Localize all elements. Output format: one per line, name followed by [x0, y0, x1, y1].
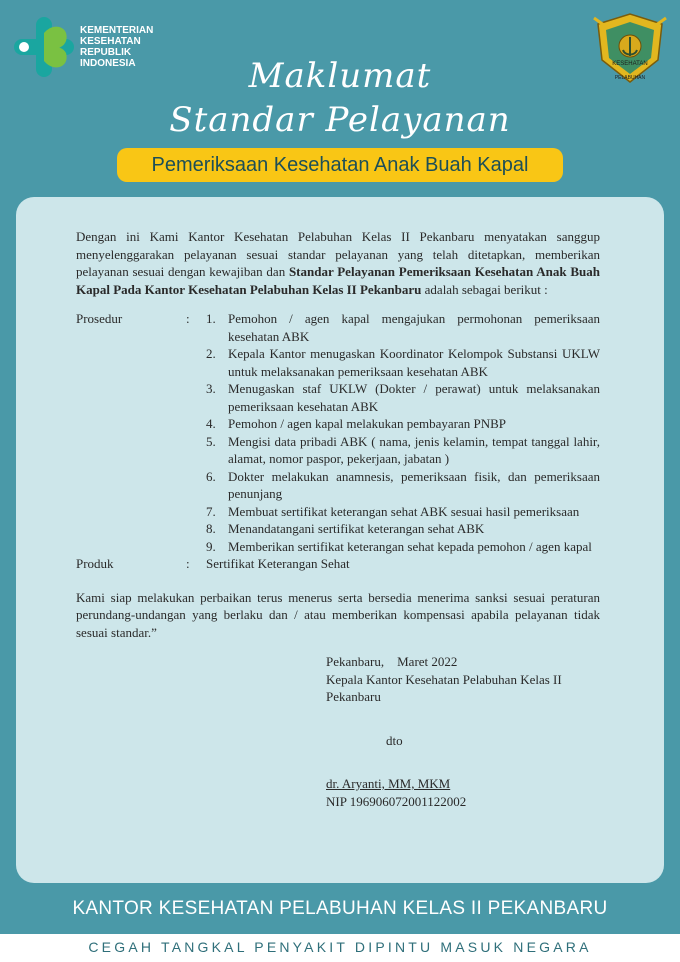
closing-paragraph: Kami siap melakukan perbaikan terus menerus serta bersedia menerima sanksi sesuai peraturan perundang-undangan yang berlaku dan / atau memberikan kompensasi apabila pelayanan tidak sesuai standar.”	[76, 589, 600, 640]
place-date: Pekanbaru, Maret 2022	[326, 654, 458, 669]
step-number: 3.	[206, 381, 216, 396]
product-label: Produk	[76, 556, 114, 571]
step-text: Menandatangani sertifikat keterangan sehat ABK	[228, 521, 485, 536]
signer-title-city: Pekanbaru	[326, 689, 381, 704]
emblem-text: KESEHATAN	[612, 61, 648, 67]
signer-name: dr. Aryanti, MM, MKM	[326, 776, 451, 791]
ministry-line: KESEHATAN	[80, 36, 141, 47]
product-section	[76, 555, 600, 573]
page-title-line1: Maklumat	[248, 56, 432, 96]
procedure-step	[206, 310, 600, 345]
emblem-subtext: PELABUHAN	[614, 75, 646, 81]
step-text: Memberikan sertifikat keterangan sehat kepada pemohon / agen kapal	[228, 538, 592, 554]
motto-bar	[0, 934, 680, 962]
product-value: Sertifikat Keterangan Sehat	[206, 556, 350, 571]
signer-nip: NIP 196906072001122002	[326, 793, 467, 809]
dto-mark: dto	[386, 732, 403, 748]
step-number: 7.	[206, 503, 216, 519]
procedure-step	[206, 380, 600, 415]
step-text: Membuat sertifikat keterangan sehat ABK sesuai hasil pemeriksaan	[228, 503, 580, 519]
procedure-step	[206, 468, 600, 503]
ministry-line: KEMENTERIAN	[80, 25, 154, 36]
procedure-step	[206, 433, 600, 468]
intro-text: Dengan ini Kami Kantor Kesehatan Pelabuhan Kelas II Pekanbaru menyatakan sanggup menyelenggarakan pelayanan sesuai standar pelayanan yang telah ditetapkan, memberikan pelayanan sesuai dengan kewajiban dan	[76, 229, 600, 279]
procedure-section	[76, 310, 600, 555]
motto-text: CEGAH TANGKAL PENYAKIT DIPINTU MASUK NEGARA	[88, 939, 592, 955]
step-text: Dokter melakukan anamnesis, pemeriksaan fisik, dan pemeriksaan penunjang	[228, 468, 600, 501]
product-colon: :	[186, 556, 190, 571]
document-body	[76, 228, 600, 810]
step-number: 8.	[206, 521, 216, 536]
subtitle-text: Pemeriksaan Kesehatan Anak Buah Kapal	[151, 153, 529, 176]
procedure-colon: :	[186, 311, 190, 326]
step-number: 9.	[206, 538, 216, 554]
service-subtitle	[117, 148, 563, 182]
intro-paragraph	[76, 228, 600, 298]
step-text: Kepala Kantor menugaskan Koordinator Kelompok Substansi UKLW untuk melaksanakan pemeriksaan kesehatan ABK	[228, 346, 600, 379]
intro-bold-text: Standar Pelayanan Pemeriksaan Kesehatan Anak Buah Kapal Pada Kantor Kesehatan Pelabuhan Kelas II Pekanbaru	[76, 264, 600, 297]
step-number: 1.	[206, 311, 216, 326]
page-title-line2: Standar Pelayanan	[169, 100, 511, 140]
step-number: 2.	[206, 346, 216, 361]
ministry-line: REPUBLIK	[80, 47, 132, 58]
step-text: Pemohon / agen kapal melakukan pembayaran PNBP	[228, 416, 506, 431]
step-text: Pemohon / agen kapal mengajukan permohonan pemeriksaan kesehatan ABK	[228, 311, 600, 344]
procedure-label: Prosedur	[76, 311, 123, 326]
procedure-step	[206, 345, 600, 380]
step-text: Menugaskan staf UKLW (Dokter / perawat) untuk melaksanakan pemeriksaan kesehatan ABK	[228, 381, 600, 414]
step-number: 4.	[206, 416, 216, 431]
intro-text-end: adalah sebagai berikut :	[421, 281, 548, 297]
office-name: KANTOR KESEHATAN PELABUHAN KELAS II PEKANBARU	[72, 898, 608, 919]
step-number: 6.	[206, 468, 216, 484]
procedure-step	[206, 520, 600, 538]
signature-block	[326, 653, 600, 810]
procedure-step	[206, 538, 600, 556]
procedure-step	[206, 503, 600, 521]
procedure-step	[206, 415, 600, 433]
step-number: 5.	[206, 433, 216, 449]
procedure-steps	[206, 310, 600, 555]
signer-title: Kepala Kantor Kesehatan Pelabuhan Kelas II	[326, 671, 562, 687]
step-text: Mengisi data pribadi ABK ( nama, jenis kelamin, tempat tanggal lahir, alamat, nomor paspor, pekerjaan, jabatan )	[228, 433, 600, 466]
ministry-line: INDONESIA	[80, 58, 136, 69]
